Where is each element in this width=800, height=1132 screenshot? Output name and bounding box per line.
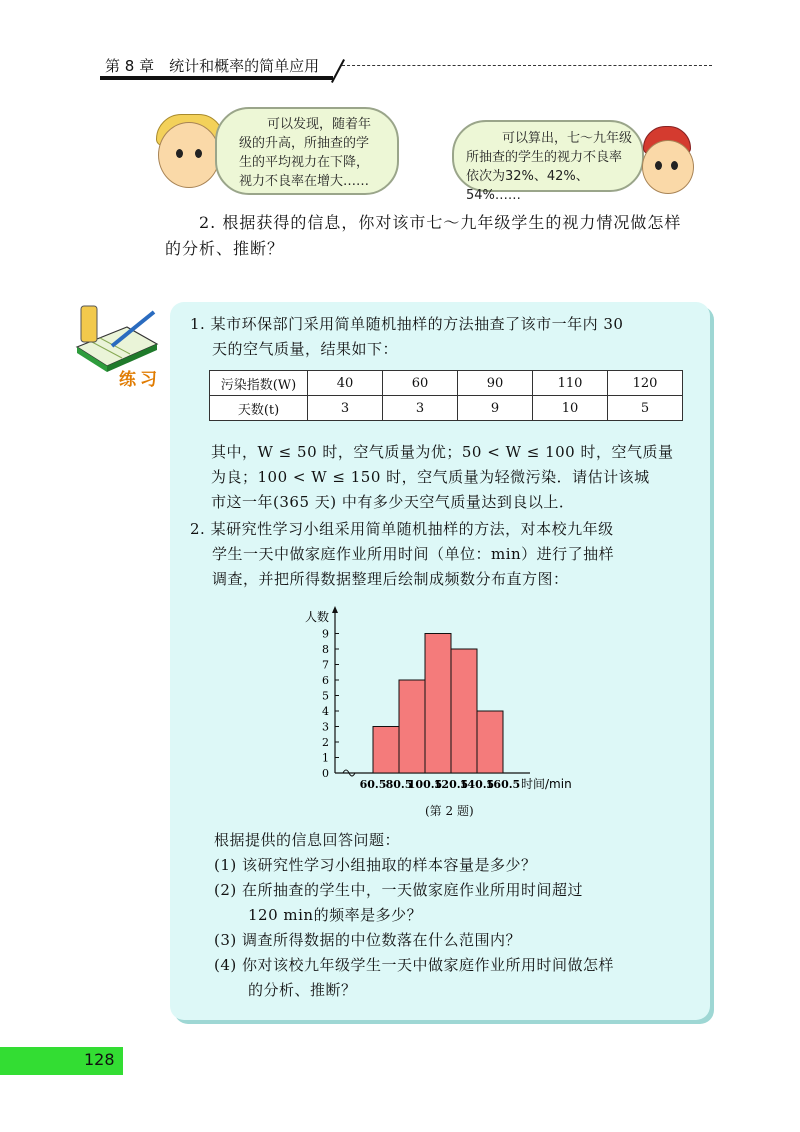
exercise-line: 天的空气质量，结果如下： — [212, 340, 399, 358]
question-item: (3) 调查所得数据的中位数落在什么范围内？ — [214, 931, 522, 949]
bubble-line: 级的升高，所抽查的学 — [239, 136, 370, 151]
histogram-chart — [295, 603, 625, 803]
question-item: (4) 你对该校九年级学生一天中做家庭作业所用时间做怎样 — [214, 956, 615, 974]
bubble-line: 生的平均视力在下降， — [239, 155, 370, 170]
table-cell: 60 — [383, 371, 458, 396]
y-tick-label: 2 — [322, 736, 329, 749]
header-dashed-rule — [342, 65, 712, 66]
exercise-1 — [190, 312, 700, 362]
histogram-bar — [373, 727, 399, 774]
exercise-2 — [190, 517, 700, 592]
exercise-line: 市这一年(365 天) 中有多少天空气质量达到良以上． — [211, 493, 575, 511]
bubble-line: 依次为32%、42%、54%…… — [466, 169, 589, 203]
bubble-line: 可以发现，随着年 — [267, 117, 372, 132]
question-item: (2) 在所抽查的学生中，一天做家庭作业所用时间超过 — [214, 881, 584, 899]
table-cell: 天数(t) — [210, 396, 308, 421]
exercise-line: 其中，W ≤ 50 时，空气质量为优；50 < W ≤ 100 时，空气质量 — [211, 443, 674, 461]
table-cell: 120 — [608, 371, 683, 396]
body-question-2 — [165, 210, 725, 262]
x-axis-label: 时间/min — [521, 777, 572, 791]
x-tick-label: 80.5 — [385, 778, 413, 791]
page-number: 128 — [84, 1050, 115, 1069]
air-quality-table — [209, 370, 683, 421]
y-tick-label: 9 — [322, 627, 329, 641]
x-tick-label: 60.5 — [359, 778, 387, 791]
histogram-bar — [399, 680, 425, 773]
speech-bubble-left — [215, 107, 399, 195]
y-tick-label: 3 — [322, 720, 329, 734]
chapter-divider — [331, 59, 345, 83]
x-tick-label: 100.5 — [407, 778, 443, 791]
y-axis-arrow — [332, 606, 338, 613]
boy-face-illustration — [158, 122, 220, 188]
table-row — [210, 371, 683, 396]
exercise-line: 2. 某研究性学习小组采用简单随机抽样的方法，对本校九年级 — [190, 520, 614, 538]
histogram-bar — [451, 649, 477, 773]
table-cell: 10 — [533, 396, 608, 421]
girl-face-illustration — [642, 140, 694, 194]
table-cell: 110 — [533, 371, 608, 396]
bubble-line: 视力不良率在增大…… — [239, 174, 370, 189]
question-item-continued: 120 min的频率是多少？ — [248, 906, 423, 924]
table-cell: 90 — [458, 371, 533, 396]
x-tick-label: 160.5 — [485, 778, 521, 791]
y-tick-label: 1 — [322, 751, 329, 765]
y-tick-label: 7 — [322, 658, 329, 672]
y-axis-label: 人数 — [305, 610, 330, 624]
bubble-line: 所抽查的学生的视力不良率 — [466, 150, 623, 165]
y-tick-label: 8 — [322, 643, 329, 656]
question-line: 2. 根据获得的信息，你对该市七～九年级学生的视力情况做怎样 — [199, 213, 682, 232]
table-cell: 污染指数(W) — [210, 371, 308, 396]
chart-caption: (第 2 题) — [425, 804, 474, 818]
exercise-2-questions — [214, 828, 704, 1003]
question-item-continued: 的分析、推断？ — [248, 981, 357, 999]
question-item: (1) 该研究性学习小组抽取的样本容量是多少？ — [214, 856, 537, 874]
table-cell: 3 — [383, 396, 458, 421]
chapter-title: 第 8 章 统计和概率的简单应用 — [105, 57, 320, 75]
exercise-line: 学生一天中做家庭作业所用时间（单位：min）进行了抽样 — [212, 545, 615, 563]
exercise-line: 1. 某市环保部门采用简单随机抽样的方法抽查了该市一年内 30 — [190, 315, 624, 333]
x-tick-label: 120.5 — [433, 778, 469, 791]
histogram-bar — [425, 634, 451, 774]
table-cell: 40 — [308, 371, 383, 396]
y-tick-label: 0 — [322, 767, 329, 780]
y-tick-label: 4 — [322, 705, 329, 718]
exercise-1-conditions — [211, 440, 701, 515]
bubble-line: 可以算出，七～九年级 — [502, 131, 633, 146]
table-cell: 5 — [608, 396, 683, 421]
table-cell: 3 — [308, 396, 383, 421]
exercise-line: 为良；100 < W ≤ 150 时，空气质量为轻微污染．请估计该城 — [211, 468, 650, 486]
table-cell: 9 — [458, 396, 533, 421]
histogram-bar — [477, 711, 503, 773]
table-row — [210, 396, 683, 421]
question-intro: 根据提供的信息回答问题： — [214, 831, 401, 849]
y-tick-label: 5 — [322, 689, 329, 703]
y-tick-label: 6 — [322, 674, 329, 687]
x-tick-label: 140.5 — [459, 778, 495, 791]
question-line: 的分析、推断？ — [165, 239, 285, 258]
practice-label: 练习 — [119, 370, 161, 390]
exercise-line: 调查，并把所得数据整理后绘制成频数分布直方图： — [212, 570, 569, 588]
speech-bubble-right — [452, 120, 644, 203]
chapter-underline — [100, 76, 333, 80]
